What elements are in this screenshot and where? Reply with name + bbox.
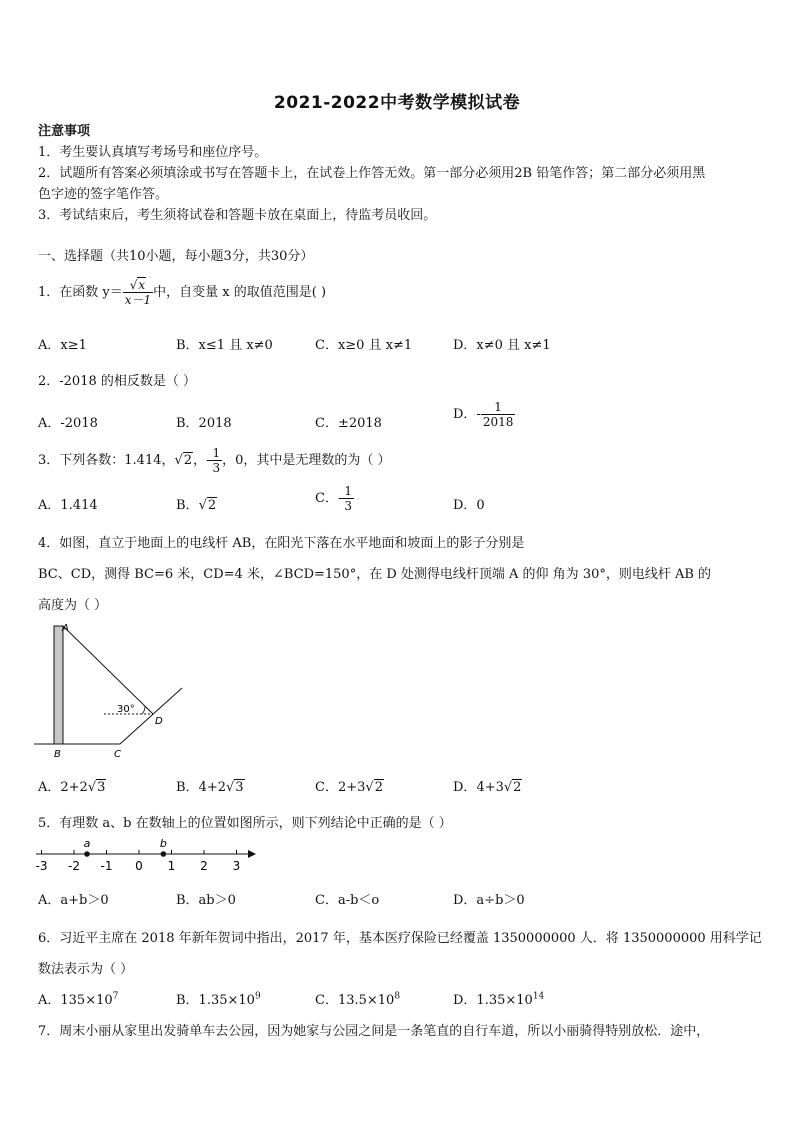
note-item-2-cont: 色字迹的签字笔作答。 — [38, 187, 169, 202]
question-7-line-1: 7．周末小丽从家里出发骑单车去公园，因为她家与公园之间是一条笔直的自行车道，所以小丽骑得特别放松．途中， — [38, 1024, 710, 1039]
question-2: 2．-2018 的相反数是（ ） — [38, 374, 197, 389]
label-b: B — [54, 749, 61, 760]
point-a — [84, 851, 90, 857]
q1-num: x — [138, 278, 146, 292]
question-4-line-3: 高度为（ ） — [38, 598, 108, 613]
q4-option-a: A．2+2√3 — [38, 780, 106, 795]
note-item-3: 3．考试结束后，考生须将试卷和答题卡放在桌面上，待监考员收回。 — [38, 208, 437, 223]
q6-option-d: D．$1.35\times 10^{14}$ — [453, 991, 545, 1008]
q2-option-d-num: 1 — [481, 400, 516, 415]
q3-option-c: C．- $\frac{1}{3}$ — [315, 484, 352, 513]
point-b-label: b — [159, 837, 167, 850]
q3-option-d: D．0 — [453, 498, 485, 513]
q4-option-c: C．2+3√2 — [315, 780, 383, 795]
q2-option-c: C．±2018 — [315, 416, 382, 431]
point-a-label: a — [83, 837, 91, 850]
q6-option-b: B．$1.35\times 10^9$ — [176, 991, 261, 1008]
q6-option-c: C．$13.5\times 10^8$ — [315, 991, 401, 1008]
q4-figure — [34, 620, 194, 762]
q3-den: 3 — [212, 461, 221, 475]
point-b — [161, 851, 167, 857]
tick-label: 0 — [135, 859, 143, 873]
q1-option-a: A．x≥1 — [38, 338, 87, 353]
sun-ray — [63, 626, 153, 714]
tick-label: 2 — [200, 859, 208, 873]
q1-option-b: B．x≤1 且 x≠0 — [176, 338, 273, 353]
q2-option-a: A．-2018 — [38, 416, 98, 431]
q3-num: 1 — [212, 446, 221, 460]
q1-option-d: D．x≠0 且 x≠1 — [453, 338, 551, 353]
q1-prefix: 1．在函数 y＝ — [38, 285, 123, 300]
angle-label: 30° — [117, 704, 135, 715]
pole-ab — [54, 626, 63, 744]
note-item-2: 2．试题所有答案必须填涂或书写在答题卡上，在试卷上作答无效。第一部分必须用2B 铅笔作答；第二部分必须用黑 — [38, 166, 706, 181]
q3-option-b: B．√2 — [176, 498, 217, 513]
q3-mid: ，- — [193, 453, 211, 468]
tick-label: 1 — [167, 859, 176, 873]
q3-option-b-sqrt: √2 — [198, 498, 217, 513]
q3-sqrt: √2 — [174, 453, 193, 468]
q2-option-b: B．2018 — [176, 416, 232, 431]
q2-option-d — [453, 400, 515, 429]
q5-number-line — [34, 834, 258, 874]
q1-den: x－1 — [124, 293, 152, 307]
question-6-line-2: 数法表示为（ ） — [38, 962, 134, 977]
axis-arrow — [248, 850, 256, 858]
q4-option-b: B．4+2√3 — [176, 780, 244, 795]
q3-option-a: A．1.414 — [38, 498, 98, 513]
angle-arc — [142, 706, 145, 714]
section-heading: 一、选择题（共10小题，每小题3分，共30分） — [38, 249, 314, 264]
q3-prefix: 3．下列各数：1.414， — [38, 453, 175, 468]
note-item-1: 1．考生要认真填写考场号和座位序号。 — [38, 145, 268, 160]
question-3 — [38, 446, 391, 475]
tick-label: 3 — [232, 859, 241, 873]
question-5: 5．有理数 a、b 在数轴上的位置如图所示，则下列结论中正确的是（ ） — [38, 816, 452, 831]
tick-label: -2 — [68, 859, 80, 873]
tick-label: -3 — [35, 859, 48, 873]
q3-suffix: ，0，其中是无理数的为（ ） — [222, 453, 391, 468]
page-title: 2021-2022中考数学模拟试卷 — [273, 93, 521, 113]
question-6-line-1: 6．习近平主席在 2018 年新年贺词中指出，2017 年，基本医疗保险已经覆盖 1350000000 人．将 1350000000 用科学记 — [38, 931, 762, 946]
q4-option-d: D．4+3√2 — [453, 780, 522, 795]
q1-option-c: C．x≥0 且 x≠1 — [315, 338, 413, 353]
q2-option-d-prefix: D．- — [453, 407, 481, 422]
q5-option-c: C．a-b＜o — [315, 893, 380, 908]
question-4-line-2: BC、CD，测得 BC=6 米，CD=4 米，∠BCD=150°，在 D 处测得电线杆顶端 A 的仰 角为 30°，则电线杆 AB 的 — [38, 567, 712, 582]
label-a: A — [62, 623, 69, 634]
q1-suffix: 中，自变量 x 的取值范围是( ) — [153, 285, 327, 300]
q1-fraction: $\frac{√x}{x-1}$ — [124, 278, 152, 307]
slope-line — [120, 688, 182, 744]
notes-heading: 注意事项 — [38, 124, 91, 139]
label-d: D — [155, 716, 163, 727]
q5-option-d: D．a÷b＞0 — [453, 893, 525, 908]
q5-option-a: A．a+b＞0 — [38, 893, 109, 908]
label-c: C — [114, 749, 121, 760]
q2-option-d-den: 2018 — [482, 415, 514, 429]
tick-label: -1 — [100, 859, 113, 873]
question-1 — [38, 278, 326, 307]
question-4-line-1: 4．如图，直立于地面上的电线杆 AB，在阳光下落在水平地面和坡面上的影子分别是 — [38, 536, 525, 551]
q6-option-a: A．$135\times 10^7$ — [38, 991, 119, 1008]
q5-option-b: B．ab＞0 — [176, 893, 236, 908]
